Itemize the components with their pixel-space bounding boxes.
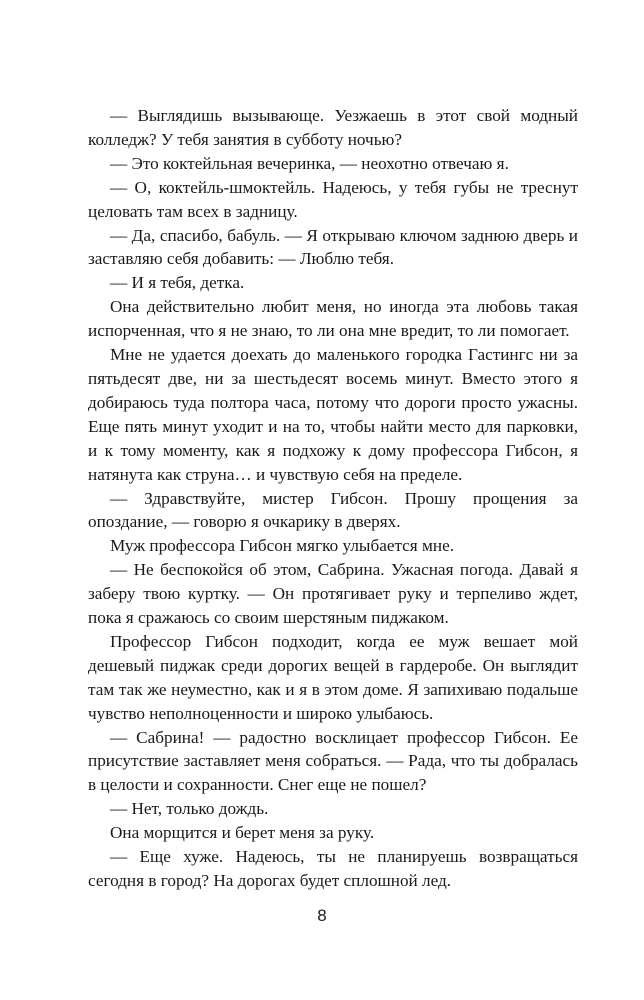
paragraph: Муж профессора Гибсон мягко улыбается мне. — [110, 536, 455, 556]
paragraph: — Да, спасибо, бабуль. — Я открываю ключом заднюю дверь и заставляю себя добавить: — Люблю тебя. — [88, 225, 578, 269]
paragraph: — Выглядишь вызывающе. Уезжаешь в этот свой модный колледж? У тебя занятия в субботу ночью? — [88, 106, 578, 149]
paragraph: — Еще хуже. Надеюсь, ты не планируешь возвращаться сегодня в город? На дорогах будет сплошной лед. — [88, 847, 578, 890]
body-text — [88, 104, 578, 893]
paragraph: — Сабрина! — радостно восклицает профессор Гибсон. Ее присутствие заставляет меня собраться. — Рада, что ты добралась в целости и сохранности. Снег еще не пошел? — [88, 727, 578, 795]
page-number: 8 — [317, 906, 327, 925]
paragraph: — Нет, только дождь. — [110, 799, 269, 819]
paragraph: Профессор Гибсон подходит, когда ее муж вешает мой дешевый пиджак среди дорогих вещей в гардеробе. Он выглядит там так же неуместно, как и я в этом доме. Я запихиваю подальше чувство неполноценности и широко улыбаюсь. — [88, 631, 578, 723]
paragraph: — Это коктейльная вечеринка, — неохотно отвечаю я. — [110, 153, 509, 173]
paragraph: Она действительно любит меня, но иногда эта любовь такая испорченная, что я не знаю, то ли она мне вредит, то ли помогает. — [88, 297, 578, 341]
paragraph: — Здравствуйте, мистер Гибсон. Прошу прощения за опоздание, — говорю я очкарику в дверях. — [88, 488, 578, 532]
paragraph: — Не беспокойся об этом, Сабрина. Ужасная погода. Давай я заберу твою куртку. — Он протягивает руку и терпеливо ждет, пока я сражаюсь со своим шерстяным пиджаком. — [88, 560, 578, 628]
paragraph: — И я тебя, детка. — [110, 273, 245, 293]
paragraph: Она морщится и берет меня за руку. — [110, 823, 375, 843]
paragraph: Мне не удается доехать до маленького городка Гастингс ни за пятьдесят две, ни за шестьдесят восемь минут. Вместо этого я добираюсь туда полтора часа, потому что дороги просто ужасны. Еще пять минут уходит и на то, чтобы найти место для парковки, и к тому моменту, как я подхожу к дому профессора Гибсон, я натянута как струна… и чувствую себя на пределе. — [88, 345, 578, 484]
paragraph: — О, коктейль-шмоктейль. Надеюсь, у тебя губы не треснут целовать там всех в задницу. — [88, 177, 578, 221]
